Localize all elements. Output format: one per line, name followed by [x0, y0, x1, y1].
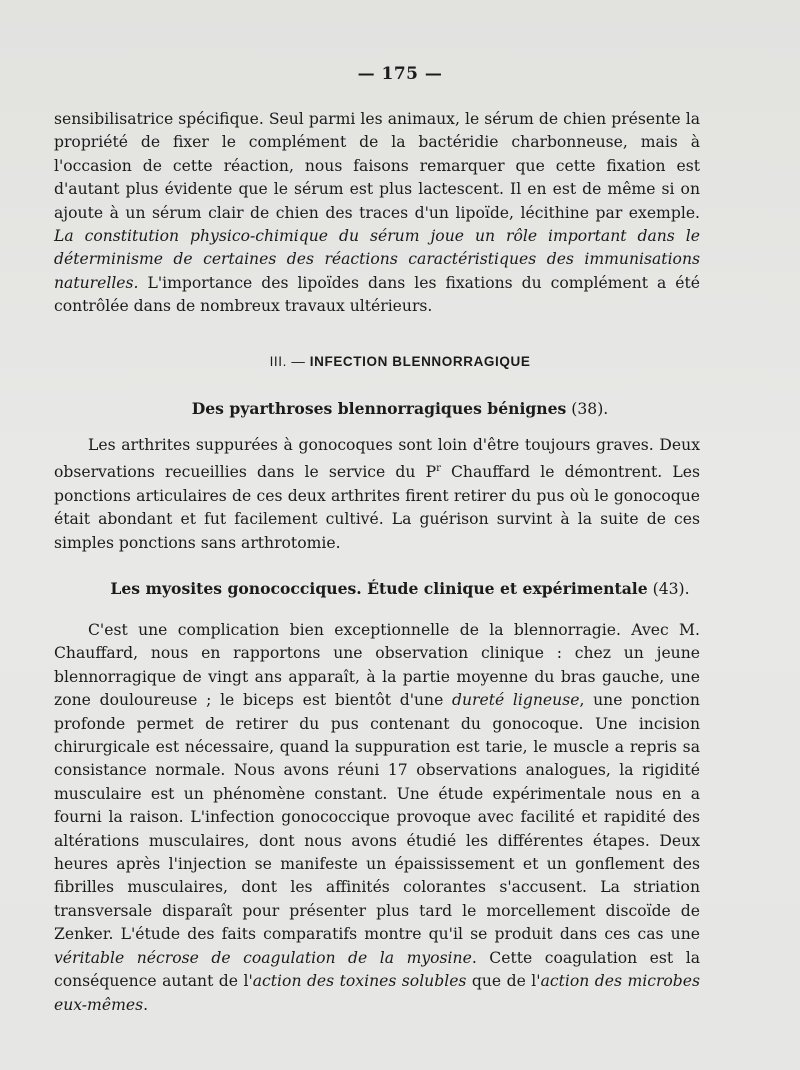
italic-text: action des toxines solubles	[252, 972, 467, 991]
intro-text-end: L'importance des lipoïdes dans les fixations du complément a été contrôlée dans de nombreux travaux ultérieurs.	[54, 273, 700, 316]
pyarthroses-paragraph	[54, 434, 700, 555]
subsection-reference: (43).	[647, 580, 690, 598]
section-heading	[0, 354, 800, 369]
subsection-title: Les myosites gonococciques. Étude clinique et expérimentale	[110, 579, 648, 598]
subsection-reference: (38).	[566, 400, 609, 418]
intro-text: sensibilisatrice spécifique. Seul parmi les animaux, le sérum de chien présente la propriété de fixer le complément de la bactéridie charbonneuse, mais à l'occasion de cette réaction, nous faisons remarquer que cette fixation est d'autant plus évidente que le sérum est plus lactescent. Il en est de même si on ajoute à un sérum clair de chien des traces d'un lipoïde, lécithine par exemple.	[54, 110, 700, 222]
paragraph-text: C'est une complication bien exceptionnelle de la blennorragie. Avec M. Chauffard, nous en rapportons une observation clinique : chez un jeune blennorragique de vingt ans apparaît, à la partie moyenne du bras gauche, une zone douloureuse ; le biceps est bientôt d'une	[54, 621, 700, 710]
paragraph-text: , une ponction profonde permet de retirer du pus contenant du gonocoque. Une incision chirurgicale est nécessaire, quand la suppuration est tarie, le muscle a repris sa consistance normale. Nous avons réuni 17 observations analogues, la rigidité musculaire est un phénomène constant. Une étude expérimentale nous en a fourni la raison. L'infection gonococcique provoque avec facilité et rapidité des altérations musculaires, dont nous avons étudié les différentes étapes. Deux heures après l'injection se manifeste un épaississement et un gonflement des fibrilles musculaires, dont les affinités colorantes s'accusent. La striation transversale disparaît pour présenter plus tard le morcellement discoïde de Zenker. L'étude des faits comparatifs montre qu'il se produit dans ces cas une	[54, 691, 700, 944]
subsection-heading-myosites	[0, 579, 800, 598]
subsection-heading-pyarthroses	[0, 399, 800, 418]
intro-paragraph	[54, 108, 700, 319]
page-number: — 175 —	[357, 64, 443, 84]
superscript: r	[436, 463, 441, 475]
intro-italic-text: La constitution physico-chimique du sérum joue un rôle important dans le déterminisme de certaines des réactions caractéristiques des immunisations naturelles.	[54, 227, 700, 292]
italic-text: dureté ligneuse	[452, 691, 580, 710]
paragraph-text-end: .	[143, 995, 149, 1014]
paragraph-text-end: Chauffard le démontrent. Les ponctions articulaires de ces deux arthrites firent retirer du pus où le gonocoque était abondant et fut facilement cultivé. La guérison survint à la suite de ces simples ponctions sans arthrotomie.	[54, 463, 700, 552]
paragraph-text: Les arthrites suppurées à gonocoques sont loin d'être toujours graves. Deux observations recueillies dans le service du P	[54, 436, 700, 482]
paragraph-text: que de l'	[466, 972, 541, 991]
paragraph-text: . Cette coagulation est la conséquence autant de l'	[54, 948, 700, 991]
italic-text: véritable nécrose de coagulation de la myosine	[54, 948, 472, 967]
section-title: INFECTION BLENNORRAGIQUE	[309, 354, 531, 369]
italic-text: action des microbes eux-mêmes	[54, 972, 701, 1014]
subsection-title: Des pyarthroses blennorragiques bénignes	[191, 399, 567, 418]
myosites-paragraph	[54, 619, 700, 1017]
section-numeral: III. —	[269, 354, 310, 369]
